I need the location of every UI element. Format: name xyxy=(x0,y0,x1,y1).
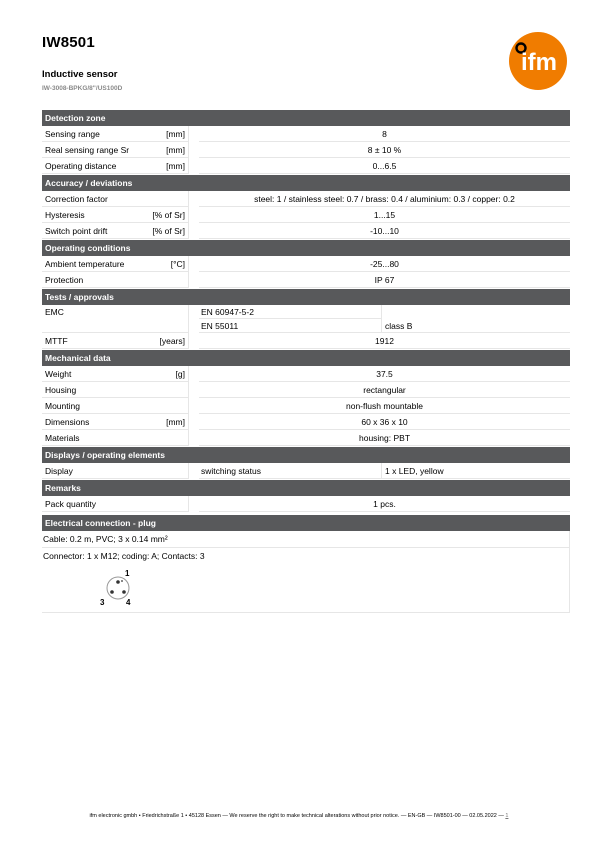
row-unit: [mm] xyxy=(139,126,189,142)
row-value: 1...15 xyxy=(199,207,570,223)
row-value: 8 xyxy=(199,126,570,142)
mechanical-rows xyxy=(42,366,570,446)
cable-text: Cable: 0.2 m, PVC; 3 x 0.14 mm² xyxy=(42,531,570,548)
row-label: Mounting xyxy=(42,398,139,414)
table-row xyxy=(42,398,570,414)
section-displays: Displays / operating elements xyxy=(42,447,570,463)
datasheet-table xyxy=(42,109,570,613)
row-label: Hysteresis xyxy=(42,207,139,223)
row-unit: [mm] xyxy=(139,414,189,430)
section-mechanical-data: Mechanical data xyxy=(42,350,570,366)
table-row xyxy=(42,158,570,174)
row-value: 37.5 xyxy=(199,366,570,382)
row-label: Real sensing range Sr xyxy=(42,142,139,158)
product-subtitle: Inductive sensor xyxy=(42,69,118,80)
row-value: 8 ± 10 % xyxy=(199,142,570,158)
section-operating-conditions: Operating conditions xyxy=(42,240,570,256)
row-value: -10...10 xyxy=(199,223,570,239)
row-label: Ambient temperature xyxy=(42,256,139,272)
row-value: 60 x 36 x 10 xyxy=(199,414,570,430)
row-value: housing: PBT xyxy=(199,430,570,446)
row-unit: [mm] xyxy=(139,158,189,174)
pin-1-label: 1 xyxy=(125,569,130,578)
row-unit: [mm] xyxy=(139,142,189,158)
emc-standard-2: EN 55011 xyxy=(199,319,382,333)
emc-standard-1: EN 60947-5-2 xyxy=(199,305,382,319)
product-code: IW-3008-BPKG/8"/US100D xyxy=(42,85,123,92)
mttf-value: 1912 xyxy=(199,333,570,349)
operating-rows xyxy=(42,256,570,288)
row-unit xyxy=(139,272,189,288)
section-electrical-connection: Electrical connection - plug xyxy=(42,515,570,531)
row-label: Protection xyxy=(42,272,139,288)
row-value: rectangular xyxy=(199,382,570,398)
row-unit: [°C] xyxy=(139,256,189,272)
row-label: Correction factor xyxy=(42,191,139,207)
table-row xyxy=(42,207,570,223)
page-footer xyxy=(0,813,598,819)
display-label: Display xyxy=(42,463,189,479)
row-unit xyxy=(139,398,189,414)
row-value: IP 67 xyxy=(199,272,570,288)
ifm-logo xyxy=(509,32,567,90)
pin-3-label: 3 xyxy=(100,598,105,607)
row-value: non-flush mountable xyxy=(199,398,570,414)
connector-text: Connector: 1 x M12; coding: A; Contacts: 3 xyxy=(43,551,205,561)
section-detection-zone: Detection zone xyxy=(42,110,570,126)
row-label: Weight xyxy=(42,366,139,382)
table-row xyxy=(42,142,570,158)
table-row xyxy=(42,430,570,446)
table-row xyxy=(42,305,570,319)
emc-label: EMC xyxy=(42,305,189,319)
row-label: Operating distance xyxy=(42,158,139,174)
accuracy-rows xyxy=(42,191,570,239)
row-unit: [% of Sr] xyxy=(139,223,189,239)
display-value-2: 1 x LED, yellow xyxy=(382,463,570,479)
display-value-1: switching status xyxy=(199,463,382,479)
section-tests-approvals: Tests / approvals xyxy=(42,289,570,305)
table-row xyxy=(42,496,570,512)
row-unit xyxy=(139,382,189,398)
row-label: Switch point drift xyxy=(42,223,139,239)
product-title: IW8501 xyxy=(42,34,95,51)
pack-quantity-value: 1 pcs. xyxy=(199,496,570,512)
row-unit xyxy=(139,430,189,446)
connector-pinout-icon xyxy=(96,567,156,609)
mttf-label: MTTF xyxy=(42,333,139,349)
table-row xyxy=(42,333,570,349)
table-row xyxy=(42,382,570,398)
row-label: Housing xyxy=(42,382,139,398)
table-row xyxy=(42,191,570,207)
mttf-unit: [years] xyxy=(139,333,189,349)
row-unit xyxy=(139,191,189,207)
section-accuracy: Accuracy / deviations xyxy=(42,175,570,191)
section-remarks: Remarks xyxy=(42,480,570,496)
detection-rows xyxy=(42,126,570,174)
row-label: Sensing range xyxy=(42,126,139,142)
row-unit: [% of Sr] xyxy=(139,207,189,223)
table-row xyxy=(42,223,570,239)
emc-standard-2-class: class B xyxy=(382,319,570,333)
table-row xyxy=(42,319,570,333)
row-unit: [g] xyxy=(139,366,189,382)
row-label: Dimensions xyxy=(42,414,139,430)
row-value: -25...80 xyxy=(199,256,570,272)
pack-quantity-label: Pack quantity xyxy=(42,496,189,512)
footer-text: ifm electronic gmbh • Friedrichstraße 1 • 45128 Essen — We reserve the right to make technical alterations without prior notice. — EN-GB — IW8501-00 — 02.05.2022 — xyxy=(89,813,504,819)
table-row xyxy=(42,272,570,288)
ifm-logo-icon xyxy=(509,32,567,90)
table-row xyxy=(42,256,570,272)
table-row xyxy=(42,414,570,430)
table-row xyxy=(42,366,570,382)
page-number[interactable]: 1 xyxy=(505,813,509,819)
emc-standard-1-extra xyxy=(382,305,570,319)
row-label: Materials xyxy=(42,430,139,446)
table-row xyxy=(42,126,570,142)
row-value: 0...6.5 xyxy=(199,158,570,174)
emc-label-cont xyxy=(42,319,189,333)
logo-text: ifm xyxy=(521,49,557,76)
connector-box xyxy=(42,548,570,613)
row-value: steel: 1 / stainless steel: 0.7 / brass: 0.4 / aluminium: 0.3 / copper: 0.2 xyxy=(199,191,570,207)
table-row xyxy=(42,463,570,479)
pin-4-label: 4 xyxy=(126,598,131,607)
